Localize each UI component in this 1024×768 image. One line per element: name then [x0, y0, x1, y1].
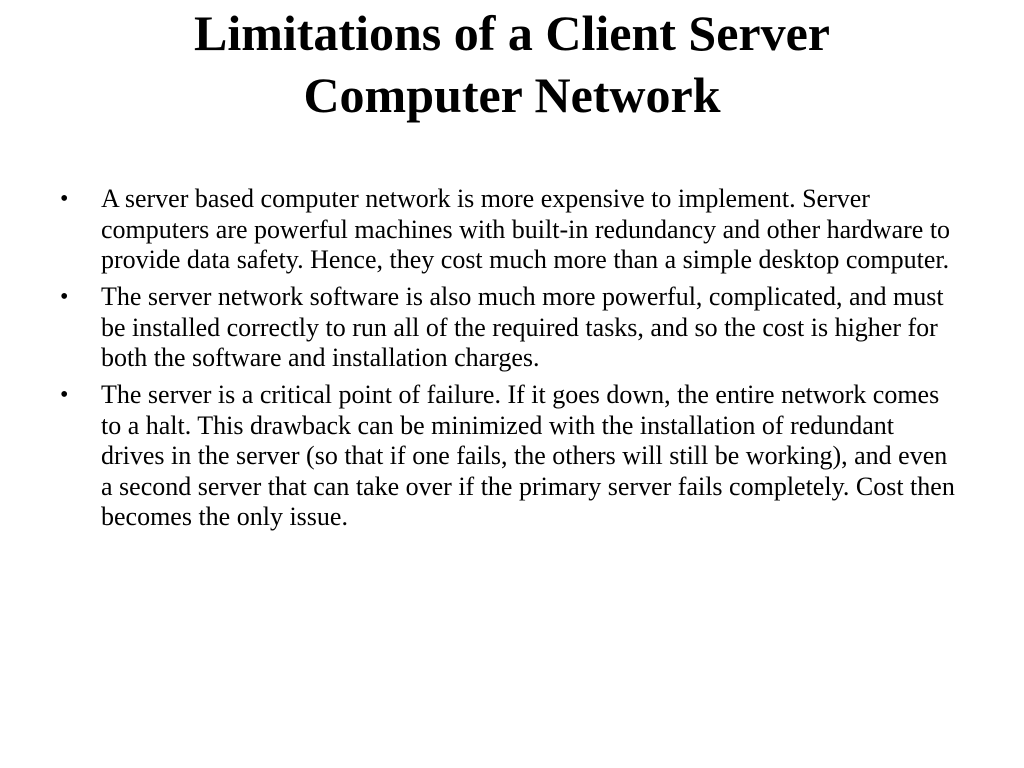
bullet-text: The server is a critical point of failure. If it goes down, the entire network comes to a halt. This drawback can be minimized with the installation of redundant drives in the server (so that if one fails, the others will still be working), and even a second server that can take over if the primary server fails completely. Cost then becomes the only issue. [101, 380, 955, 531]
bullet-item-cost [58, 184, 958, 276]
bullet-icon: • [60, 284, 69, 310]
bullet-item-failure-point [58, 380, 958, 533]
slide-title-line-1: Limitations of a Client Server [193, 5, 830, 61]
bullet-item-software [58, 282, 958, 374]
bullet-icon: • [60, 186, 69, 212]
slide-title-line-2: Computer Network [303, 67, 721, 123]
bullet-list [58, 184, 958, 539]
bullet-text: The server network software is also much more powerful, complicated, and must be installed correctly to run all of the required tasks, and so the cost is higher for both the software and installation charges. [101, 282, 944, 372]
bullet-text: A server based computer network is more expensive to implement. Server computers are powerful machines with built-in redundancy and other hardware to provide data safety. Hence, they cost much more than a simple desktop computer. [101, 184, 951, 274]
slide-title [40, 2, 984, 126]
bullet-icon: • [60, 382, 69, 408]
